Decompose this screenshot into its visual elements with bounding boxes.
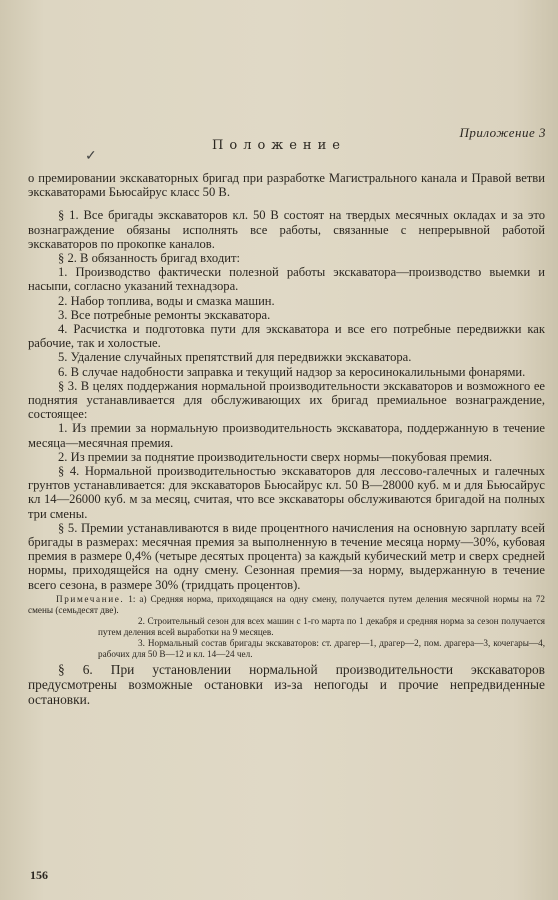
list-item: 1. Из премии за нормальную производительность экскаватора, поддержанную в течение месяца—месячная премия. bbox=[28, 421, 545, 450]
list-item: 5. Удаление случайных препятствий для передвижки экскаватора. bbox=[58, 350, 412, 365]
page-number: 156 bbox=[30, 868, 48, 882]
list-item: 2. Набор топлива, воды и смазка машин. bbox=[58, 293, 275, 308]
paragraph-s5: § 5. Премии устанавливаются в виде процентного начисления на основную зарплату всей бригады в размерах: месячная премия за выполненную в течение месяца норму—30%, кубовая премия в размере 0,4% (четыре десятых процента) за каждый кубический метр и сверх средней нормы, приходящейся на одну смену. Сезонная премия—за норму, выдержанную в течение всего сезона, в размере 30% (тридцать процентов). bbox=[28, 520, 545, 592]
paragraph-s3: § 3. В целях поддержания нормальной производительности экскаваторов и возможного ее поднятия устанавливается для обслуживающих их бригад премиальное вознаграждение, состоящее: bbox=[28, 378, 545, 422]
list-item: 4. Расчистка и подготовка пути для экскаватора и все его потребные передвижки как рабочие, так и холостые. bbox=[28, 322, 545, 351]
paragraph-s1: § 1. Все бригады экскаваторов кл. 50 В состоят на твердых месячных окладах и за это вознаграждение обязаны исполнять все работы, связанные с непрерывной работой экскаваторов по прокопке каналов. bbox=[28, 208, 545, 251]
subtitle: о премировании экскаваторных бригад при разработке Магистрального канала и Правой ветви экскаваторами Бьюсайрус класс 50 В. bbox=[28, 171, 545, 200]
note-label: Примечание. bbox=[56, 593, 125, 604]
list-item: 1. Производство фактически полезной работы экскаватора—производство выемки и насыпи, согласно указаний технадзора. bbox=[28, 265, 545, 294]
document-title: Положение bbox=[212, 138, 346, 153]
note-2: 2. Строительный сезон для всех машин с 1-го марта по 1 декабря и средняя норма за сезон получается путем деления всей выработки на 9 месяцев. bbox=[98, 615, 545, 637]
document-body bbox=[28, 171, 545, 707]
pen-mark-icon: ✓ bbox=[85, 148, 97, 164]
paragraph-s2: § 2. В обязанность бригад входит: bbox=[58, 251, 241, 266]
list-item: 6. В случае надобности заправка и текущий надзор за керосинокалильными фонарями. bbox=[58, 364, 526, 379]
appendix-label: Приложение 3 bbox=[459, 125, 546, 140]
list-item: 2. Из премии за поднятие производительности сверх нормы—покубовая премия. bbox=[58, 449, 493, 464]
notes-block bbox=[28, 594, 545, 660]
note-1: 1: а) Средняя норма, приходящаяся на одну смену, получается путем деления месячной нормы на 72 смены (семьдесят две). bbox=[28, 593, 545, 615]
paragraph-s4: § 4. Нормальной производительностью экскаваторов для лессово-галечных и галечных грунтов устанавливается: для экскаваторов Бьюсайрус кл. 50 В—28000 куб. м и для Бьюсайрус кл 14—26000 куб. м за месяц, считая, что все экскаваторы обслуживаются бригадой на полных три смены. bbox=[28, 464, 545, 521]
paragraph-s6: § 6. При установлении нормальной производительности экскаваторов предусмотрены возможные остановки из-за непогоды и прочие непредвиденные остановки. bbox=[28, 661, 545, 707]
note-3: 3. Нормальный состав бригады экскаваторов: ст. драгер—1, драгер—2, пом. драгера—3, кочегары—4, рабочих для 50 В—12 и кл. 14—24 чел. bbox=[98, 637, 545, 659]
list-item: 3. Все потребные ремонты экскаватора. bbox=[58, 307, 271, 322]
